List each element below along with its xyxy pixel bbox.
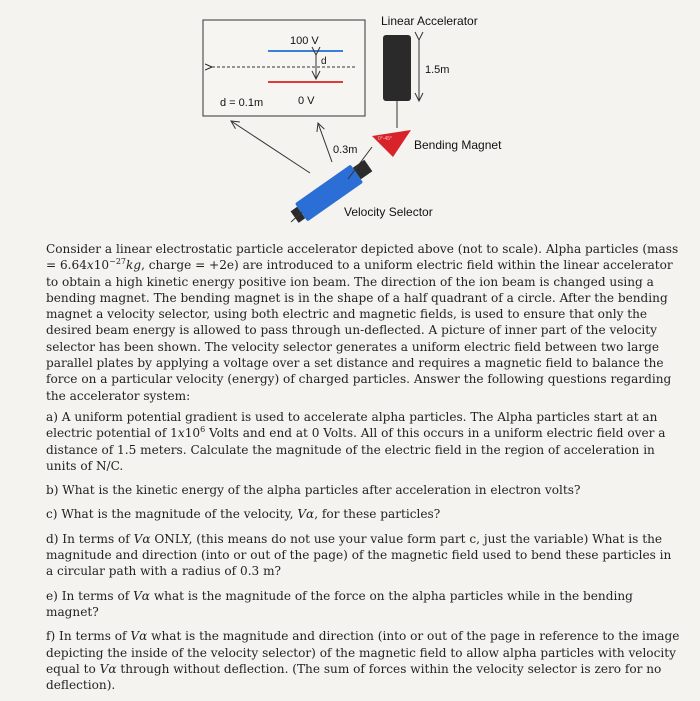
question-e: e) In terms of Vα what is the magnitude of the force on the alpha particles while in the bending magnet? [46, 588, 633, 619]
label-accelerator-length: 1.5m [425, 64, 450, 76]
label-voltage-bottom: 0 V [298, 95, 315, 107]
linear-accelerator [383, 35, 411, 101]
label-linear-accelerator: Linear Accelerator [381, 14, 478, 28]
magnet-mark: 0°-45° [378, 136, 393, 142]
bending-magnet [372, 130, 411, 157]
question-f: f) In terms of Vα what is the magnitude and direction (into or out of the page in reference to the image depicting the inside of the velocity selector) of the magnetic field to allow alpha particles with velocity equal to Vα through without deflection. (The sum of forces within the velocity selector is zero for no deflection). [46, 629, 680, 693]
question-c: c) What is the magnitude of the velocity, Vα, for these particles? [46, 507, 441, 522]
problem-text [46, 241, 682, 701]
question-d: d) In terms of Vα ONLY, (this means do not use your value form part c, just the variable) What is the magnitude and direction (into or out of the page) of the magnetic field used to bend these particles in a circular path with a radius of 0.3 m? [46, 531, 672, 579]
question-a: a) A uniform potential gradient is used to accelerate alpha particles. The Alpha particles start at an electric potential of $1x10^6$ Volts and end at 0 Volts. All of this occurs in a uniform electric field over a distance of 1.5 meters. Calculate the magnitude of the electric field in the region of acceleration in units of N/C. [46, 409, 666, 473]
label-gap-d: d [321, 56, 327, 67]
intro-paragraph: Consider a linear electrostatic particle accelerator depicted above (not to scale). Alpha particles (mass = $6.64x10^{-27}kg$, charge = +2e) are introduced to a uniform electric field within the linear accelerator to obtain a high kinetic energy positive ion beam. The direction of the ion beam is changed using a bending magnet. The bending magnet is in the shape of a half quadrant of a circle. After the bending magnet a velocity selector, using both electric and magnetic fields, is used to ensure that only the desired beam energy is allowed to pass through un-deflected. A picture of inner part of the velocity selector has been shown. The velocity selector generates a uniform electric field between two large parallel plates by applying a voltage over a set distance and requires a magnetic field to balance the force on a particular velocity (energy) of charged particles. Answer the following questions regarding the accelerator system: [46, 242, 679, 403]
question-b: b) What is the kinetic energy of the alpha particles after acceleration in electron volts? [46, 483, 581, 498]
label-radius: 0.3m [333, 144, 358, 156]
label-voltage-top: 100 V [290, 35, 319, 47]
inset-pointer [231, 121, 310, 173]
label-bending-magnet: Bending Magnet [414, 138, 502, 152]
label-velocity-selector: Velocity Selector [344, 205, 433, 219]
accelerator-diagram [0, 0, 700, 236]
radius-arrow [318, 123, 332, 162]
label-d-value: d = 0.1m [220, 97, 264, 109]
